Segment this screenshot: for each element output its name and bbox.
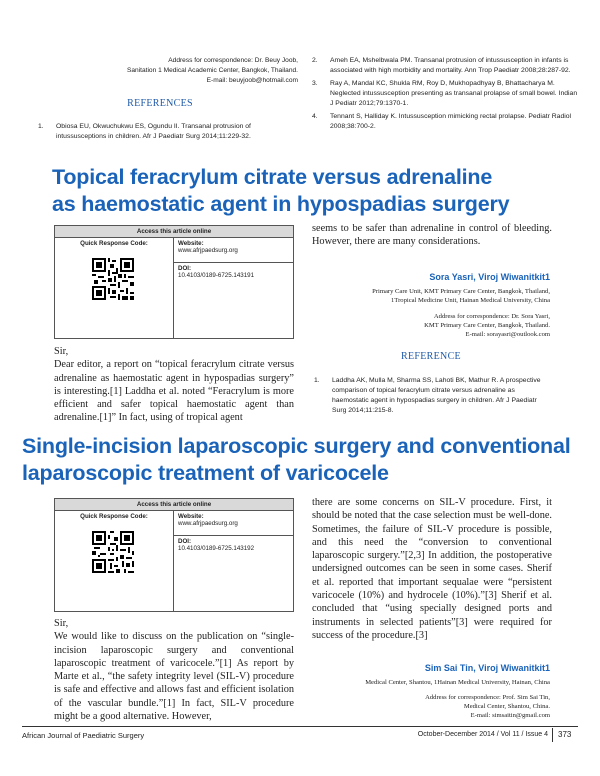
reference-heading: REFERENCE: [401, 351, 461, 362]
footer-issue: October-December 2014 / Vol 11 / Issue 4: [417, 731, 548, 738]
access-header: Access this article online: [55, 499, 293, 511]
info-cell: [174, 238, 293, 338]
qr-label: Quick Response Code:: [80, 513, 148, 520]
qr-code-icon: [92, 531, 134, 573]
article-authors: Sora Yasri, Viroj Wiwanitkit1: [429, 272, 550, 282]
footer-divider: [22, 726, 578, 727]
doi-label: DOI:: [178, 538, 192, 545]
correspondence-block-top: [100, 56, 298, 86]
correspondence-line: Sanitation 1 Medical Academic Center, Bangkok, Thailand.: [126, 67, 298, 74]
article-title: Single-incision laparoscopic surgery and conventional laparoscopic treatment of varicocele: [22, 434, 571, 485]
correspondence-line: E-mail: beuyjoob@hotmail.com: [206, 77, 298, 84]
article-title: Topical feracrylum citrate versus adrenaline as haemostatic agent in hypospadias surgery: [52, 165, 510, 216]
article-body-right: there are some concerns on SIL-V procedure. First, it should be noted that the case selection must be well-done. Sometimes, the failure of SIL-V procedure is possible, and this need the “conversion to conventional laparoscopic surgery.”[2,3] In addition, the postoperative undersigned outcomes can be seen in some cases. Sherif et al. reported that important sequalae were “persistent varicocele (10%) and hydrocele (10%).”[3] Sherif et al. concluded that “using specially designed ports and instruments in selected patients”[3] were required for success of the procedure.[3]: [312, 497, 552, 641]
access-article-box: [54, 225, 294, 339]
access-article-box: [54, 498, 294, 612]
reference-item: 1. Obiosa EU, Okwuchukwu ES, Ogundu II. Transanal protrusion of intussusceptions in children. Afr J Paediatr Surg 2014;11:229-32.: [38, 123, 251, 140]
website-label: Website:: [178, 513, 204, 520]
correspondence-block: Address for correspondence: Dr. Sora Yasri, KMT Primary Care Center, Bangkok, Thailand. E-mail: sorayasri@outlook.com: [424, 313, 550, 338]
doi-value: 10.4103/0189-6725.143191: [178, 272, 255, 279]
body-paragraph: We would like to discuss on the publication on “single-incision laparoscopic surgery and conventional laparoscopic treatment of varicocele.”[1] As report by Marte et al., “the safety integrity level (SIL-V) procedure is safe and effective and allows fast and efficient isolation of the vascular bundle.”[1] In fact, SIL-V procedure might be a good alternative. However,: [54, 631, 294, 723]
footer-journal: African Journal of Paediatric Surgery: [22, 731, 145, 740]
doi-value: 10.4103/0189-6725.143192: [178, 545, 255, 552]
salutation: Sir,: [54, 618, 69, 629]
reference-item: 4. Tennant S, Halliday K. Intussusception mimicking rectal prolapse. Pediatr Radiol 2008;38:700-2.: [312, 113, 572, 130]
article-body-left: [54, 345, 294, 425]
page-number: 373: [558, 730, 572, 739]
access-header: Access this article online: [55, 226, 293, 238]
article-authors: Sim Sai Tin, Viroj Wiwanitkit1: [424, 663, 550, 673]
reference-item: 3. Ray A, Mandal KC, Shukla RM, Roy D, Mukhopadhyay B, Bhattacharya M. Neglected intussusception presenting as transanal prolapse of small bowel. Indian J Pediatr 2012;79:1370-1.: [312, 80, 578, 107]
reference-item: 1. Laddha AK, Mulla M, Sharma SS, Lahoti BK, Mathur R. A prospective comparison of topical feracrylum citrate versus adrenaline as haemostatic agent in hypospadias surgery in children. Afr J Paediatr Surg 2014;11:215-8.: [314, 377, 541, 414]
references-heading: REFERENCES: [127, 98, 193, 109]
qr-code-icon: [92, 258, 134, 300]
info-cell: [174, 511, 293, 611]
salutation: Sir,: [54, 346, 69, 357]
body-paragraph: Dear editor, a report on “topical feracrylum citrate versus adrenaline as haemostatic agent in hypospadias surgery” is interesting.[1] Laddha et al. noted “Feracrylum is more efficient and safer topical haemostatic agent than adrenaline.[1]” In fact, using of tropical agent: [54, 359, 294, 424]
website-link[interactable]: www.afrjpaedsurg.org: [178, 520, 238, 527]
website-link[interactable]: www.afrjpaedsurg.org: [178, 247, 238, 254]
correspondence-line: Address for correspondence: Dr. Beuy Joob,: [168, 57, 298, 64]
website-label: Website:: [178, 240, 204, 247]
affiliations: Primary Care Unit, KMT Primary Care Center, Bangkok, Thailand, 1Tropical Medicine Unit, Hainan Medical University, China: [372, 288, 550, 304]
correspondence-block: Address for correspondence: Prof. Sim Sai Tin, Medical Center, Shantou, China. E-mail: simsaitin@gmail.com: [425, 694, 550, 719]
article-body-left: [54, 617, 294, 723]
reference-list: [314, 376, 552, 416]
qr-label: Quick Response Code:: [80, 240, 148, 247]
reference-item: 2. Ameh EA, Mshelbwala PM. Transanal protrusion of intussusception in infants is associated with high morbidity and mortality. Ann Trop Paediatr 2008;28:287-92.: [312, 57, 571, 74]
footer-separator: [552, 728, 553, 742]
qr-cell: [55, 238, 174, 338]
qr-cell: [55, 511, 174, 611]
doi-label: DOI:: [178, 265, 192, 272]
affiliations: Medical Center, Shantou, 1Hainan Medical University, Hainan, China: [365, 679, 550, 686]
reference-list: [38, 122, 300, 142]
article-body-right: seems to be safer than adrenaline in control of bleeding. However, there are many considerations.: [312, 223, 552, 248]
reference-list-continued: [312, 56, 578, 132]
